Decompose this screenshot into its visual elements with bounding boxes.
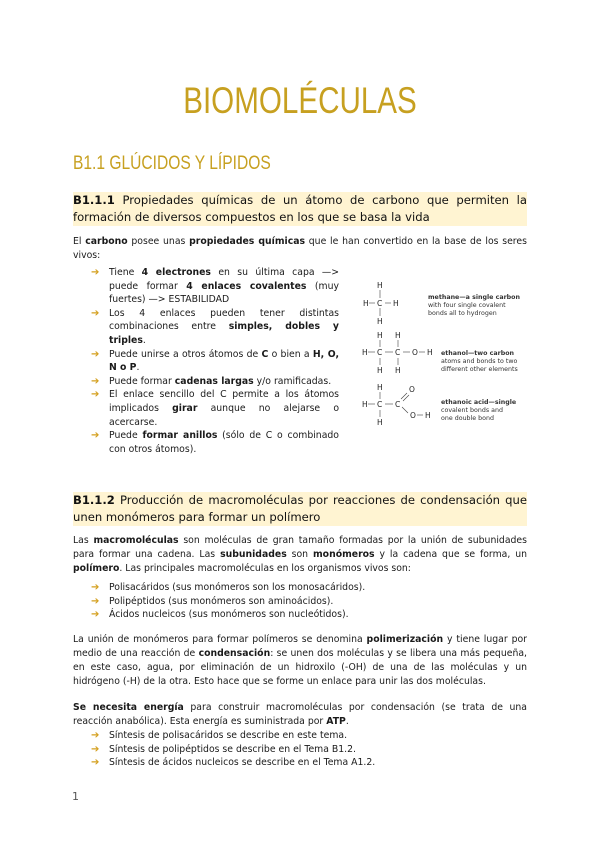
svg-text:H: H <box>362 400 368 409</box>
arrow-icon: ➔ <box>91 730 100 741</box>
ethanol-structure <box>362 331 433 375</box>
svg-text:atoms and bonds to two: atoms and bonds to two <box>441 358 518 365</box>
svg-text:C: C <box>377 400 383 409</box>
svg-text:H: H <box>377 366 383 375</box>
synthesis-list <box>91 729 527 770</box>
svg-text:one double bond: one double bond <box>441 415 495 422</box>
svg-text:methane—a single carbon: methane—a single carbon <box>428 294 520 301</box>
list-item: ➔ Ácidos nucleicos (sus monómeros son nucleótidos). <box>91 609 349 621</box>
carbon-compounds-diagram <box>355 280 535 440</box>
list-item: ➔ Puede formar anillos (sólo de C o combinado con otros átomos). <box>91 430 339 455</box>
svg-text:ethanol—two carbon: ethanol—two carbon <box>441 350 515 357</box>
arrow-icon: ➔ <box>91 307 100 319</box>
svg-text:H: H <box>393 299 399 308</box>
subsection-1-text: Propiedades químicas de un átomo de carbono que permiten la formación de diversos compuestos en los que se basa la vida <box>73 193 527 224</box>
svg-text:H: H <box>377 281 383 290</box>
list-item: ➔ Síntesis de polisacáridos se describe en este tema. <box>91 730 348 741</box>
svg-text:H: H <box>377 331 383 340</box>
svg-text:H: H <box>377 383 383 392</box>
arrow-icon: ➔ <box>91 595 100 607</box>
svg-text:O: O <box>410 411 416 420</box>
list-item: ➔ Puede unirse a otros átomos de C o bien a H, O, N o P. <box>91 348 339 374</box>
arrow-icon: ➔ <box>91 375 100 387</box>
svg-text:C: C <box>377 348 383 357</box>
svg-text:with four single covalent: with four single covalent <box>428 302 506 309</box>
arrow-icon: ➔ <box>91 430 100 442</box>
subsection-1-number: B1.1.1 <box>73 193 115 207</box>
list-item: ➔ Los 4 enlaces pueden tener distintas combinaciones entre simples, dobles y triples. <box>91 307 339 346</box>
arrow-icon: ➔ <box>91 757 100 769</box>
list-item: ➔ Polipéptidos (sus monómeros son aminoácidos). <box>91 595 334 607</box>
svg-text:H: H <box>377 418 383 427</box>
subsection-1-heading <box>73 192 527 226</box>
svg-text:H: H <box>362 348 368 357</box>
page-number: 1 <box>72 790 79 803</box>
arrow-icon: ➔ <box>91 267 100 278</box>
svg-text:H: H <box>427 348 433 357</box>
svg-text:C: C <box>395 348 401 357</box>
list-item: ➔ Puede formar cadenas largas y/o ramificadas. <box>91 375 332 387</box>
arrow-icon: ➔ <box>91 582 100 593</box>
svg-text:H: H <box>377 317 383 326</box>
svg-text:O: O <box>409 385 415 394</box>
macromolecules-list <box>91 581 527 622</box>
arrow-icon: ➔ <box>91 609 100 621</box>
list-item: ➔ Polisacáridos (sus monómeros son los monosacáridos). <box>91 582 366 593</box>
page-title: BIOMOLÉCULAS <box>183 80 417 121</box>
list-item: ➔ Síntesis de ácidos nucleicos se describe en el Tema A1.2. <box>91 757 376 769</box>
list-item: ➔ Síntesis de polipéptidos se describe en el Tema B1.2. <box>91 743 356 755</box>
subsection-2-number: B1.1.2 <box>73 493 115 507</box>
svg-text:C: C <box>395 400 401 409</box>
methane-structure <box>363 281 399 326</box>
svg-text:H: H <box>425 411 431 420</box>
arrow-icon: ➔ <box>91 743 100 755</box>
subsection-2-text: Producción de macromoléculas por reacciones de condensación que unen monómeros para formar un polímero <box>73 493 527 524</box>
svg-text:O: O <box>412 348 418 357</box>
arrow-icon: ➔ <box>91 389 100 401</box>
energy-paragraph: Se necesita energía para construir macromoléculas por condensación (se trata de una reacción anabólica). Esta energía es suministrada por ATP. <box>73 702 527 727</box>
svg-text:covalent bonds and: covalent bonds and <box>441 407 503 414</box>
section-title: B1.1 GLÚCIDOS Y LÍPIDOS <box>73 153 271 174</box>
svg-text:H: H <box>363 299 369 308</box>
svg-text:H: H <box>395 366 401 375</box>
macromolecules-paragraph: Las macromoléculas son moléculas de gran tamaño formadas por la unión de subunidades para formar una cadena. Las subunidades son monómeros y la cadena que se forma, un polímero. Las principales macromoléculas en los organismos vivos son: <box>73 535 527 574</box>
svg-text:bonds all to hydrogen: bonds all to hydrogen <box>428 310 497 317</box>
svg-text:C: C <box>377 299 383 308</box>
svg-text:different other elements: different other elements <box>441 366 518 373</box>
polymerization-paragraph: La unión de monómeros para formar polímeros se denomina polimerización y tiene lugar por medio de una reacción de condensación: se unen dos moléculas y se libera una más pequeña, en este caso, agua, por eliminación de un hidroxilo (-OH) de una de las moléculas y un hidrógeno (-H) de la otra. Esto hace que se forme un enlace para unir las dos moléculas. <box>73 634 527 687</box>
list-item: ➔ Tiene 4 electrones en su última capa —> puede formar 4 enlaces covalentes (muy fuertes) —> ESTABILIDAD <box>91 267 340 306</box>
list-item: ➔ El enlace sencillo del C permite a los átomos implicados girar aunque no alejarse o acercarse. <box>91 389 340 428</box>
carbon-intro: El carbono posee unas propiedades químicas que le han convertido en la base de los seres vivos: <box>73 236 527 261</box>
arrow-icon: ➔ <box>91 348 100 360</box>
svg-text:ethanoic acid—single: ethanoic acid—single <box>441 399 517 406</box>
svg-text:H: H <box>395 331 401 340</box>
ethanoic-acid-structure <box>362 383 431 427</box>
carbon-properties-list <box>91 266 339 456</box>
subsection-2-heading <box>73 492 527 526</box>
